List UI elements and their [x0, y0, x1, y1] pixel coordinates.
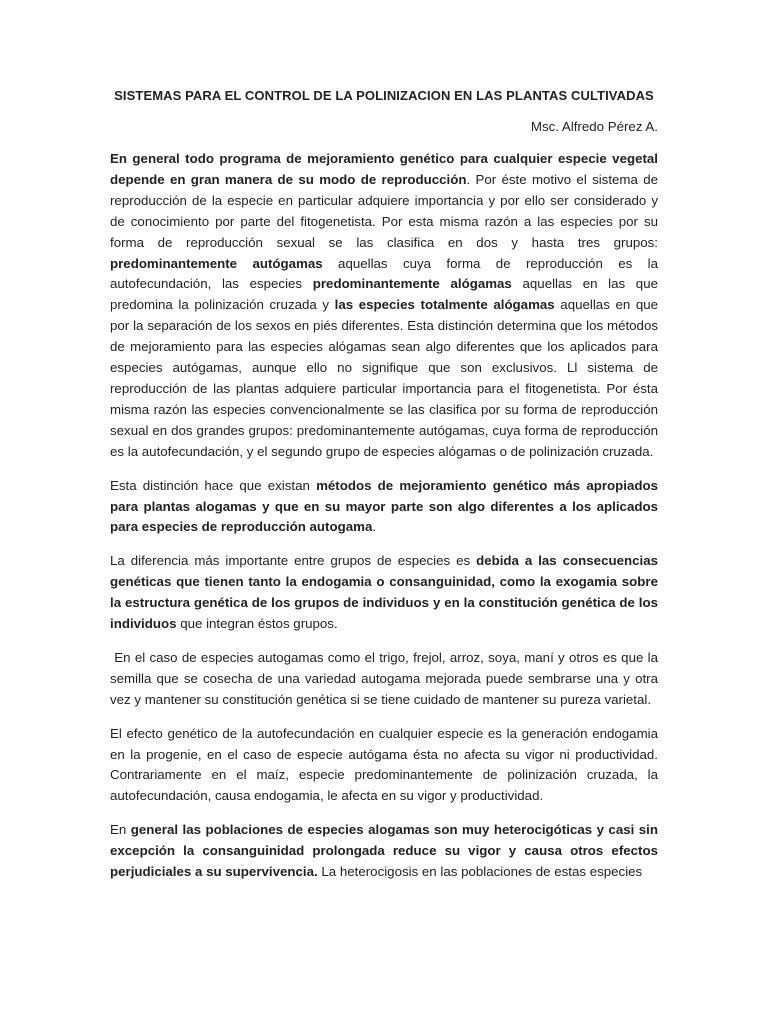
paragraph-6	[110, 820, 658, 883]
document-title: SISTEMAS PARA EL CONTROL DE LA POLINIZACION EN LAS PLANTAS CULTIVADAS	[114, 88, 654, 103]
para6-segment-2: general las poblaciones de especies alogamas son muy heterocigóticas y casi sin excepción la consanguinidad prolongada reduce su vigor y causa otros efectos perjudiciales a su supervivencia.	[110, 822, 658, 880]
para3-segment-3: que integran éstos grupos.	[176, 616, 338, 632]
para1-segment-4: aquellas cuya forma de reproducción es la autofecundación, las especies	[110, 255, 658, 292]
para6-segment-3: La heterocigosis en las poblaciones de estas especies	[317, 864, 643, 880]
para5-segment-1: El efecto genético de la autofecundación en cualquier especie es la generación endogamia en la progenie, en el caso de especie autógama ésta no afecta su vigor ni productividad. Contrariamente en el maíz, especie predominantemente de polinización cruzada, la autofecundación, causa endogamia, le afecta en su vigor y productividad.	[110, 725, 658, 804]
paragraph-5	[110, 724, 658, 808]
para1-segment-1: En general todo programa de mejoramiento genético para cualquier especie vegetal depende en gran manera de su modo de reproducción	[110, 151, 658, 187]
paragraph-4	[110, 648, 662, 711]
para2-segment-2: métodos de mejoramiento genético más apropiados para plantas alogamas y que en su mayor parte son algo diferentes a los aplicados para especies de reproducción autogama	[110, 477, 658, 535]
para2-segment-1: Esta distinción hace que existan	[110, 477, 317, 493]
para1-segment-7: las especies totalmente alógamas	[334, 297, 555, 313]
para1-segment-3: predominantemente autógamas	[110, 255, 323, 271]
para4-segment-1: En el caso de especies autogamas como el trigo, frejol, arroz, soya, maní y otros es que la semilla que se cosecha de una variedad autogama mejorada puede sembrarse una y otra vez y mantener su constitución genética si se tiene cuidado de mantener su pureza varietal.	[110, 649, 662, 707]
para1-segment-6: aquellas en las que predomina la polinización cruzada y	[110, 276, 658, 313]
paragraph-3	[110, 551, 658, 635]
author-line: Msc. Alfredo Pérez A.	[530, 119, 658, 134]
para6-segment-1: En	[110, 822, 131, 838]
para2-segment-3: .	[372, 519, 377, 535]
document-body	[110, 86, 662, 883]
para1-segment-2: . Por éste motivo el sistema de reproducción de la especie en particular adquiere importancia y por ello ser considerado y de conocimiento por parte del fitogenetista. Por esta misma razón a las especies por su forma de reproducción sexual se las clasifica en dos y hasta tres grupos:	[110, 171, 658, 250]
para1-segment-5: predominantemente alógamas	[312, 276, 512, 292]
para3-segment-2: debida a las consecuencias genéticas que tienen tanto la endogamia o consanguinidad, como la exogamia sobre la estructura genética de los grupos de individuos y en la constitución genética de los individuos	[110, 553, 658, 632]
paragraph-2	[110, 476, 658, 539]
para1-segment-8: aquellas en que por la separación de los sexos en piés diferentes. Esta distinción determina que los métodos de mejoramiento para las especies alógamas sean algo diferentes que los aplicados para especies autógamas, aunque ello no signifique que son exclusivos. Ll sistema de reproducción de las plantas adquiere particular importancia para el fitogenetista. Por ésta misma razón las especies convencionalmente se las clasifica por su forma de reproducción sexual en dos grandes grupos: predominantemente autógamas, cuya forma de reproducción es la autofecundación, y el segundo grupo de especies alógamas o de polinización cruzada.	[110, 297, 659, 459]
para3-segment-1: La diferencia más importante entre grupos de especies es	[110, 553, 477, 569]
paragraph-1	[110, 149, 658, 463]
